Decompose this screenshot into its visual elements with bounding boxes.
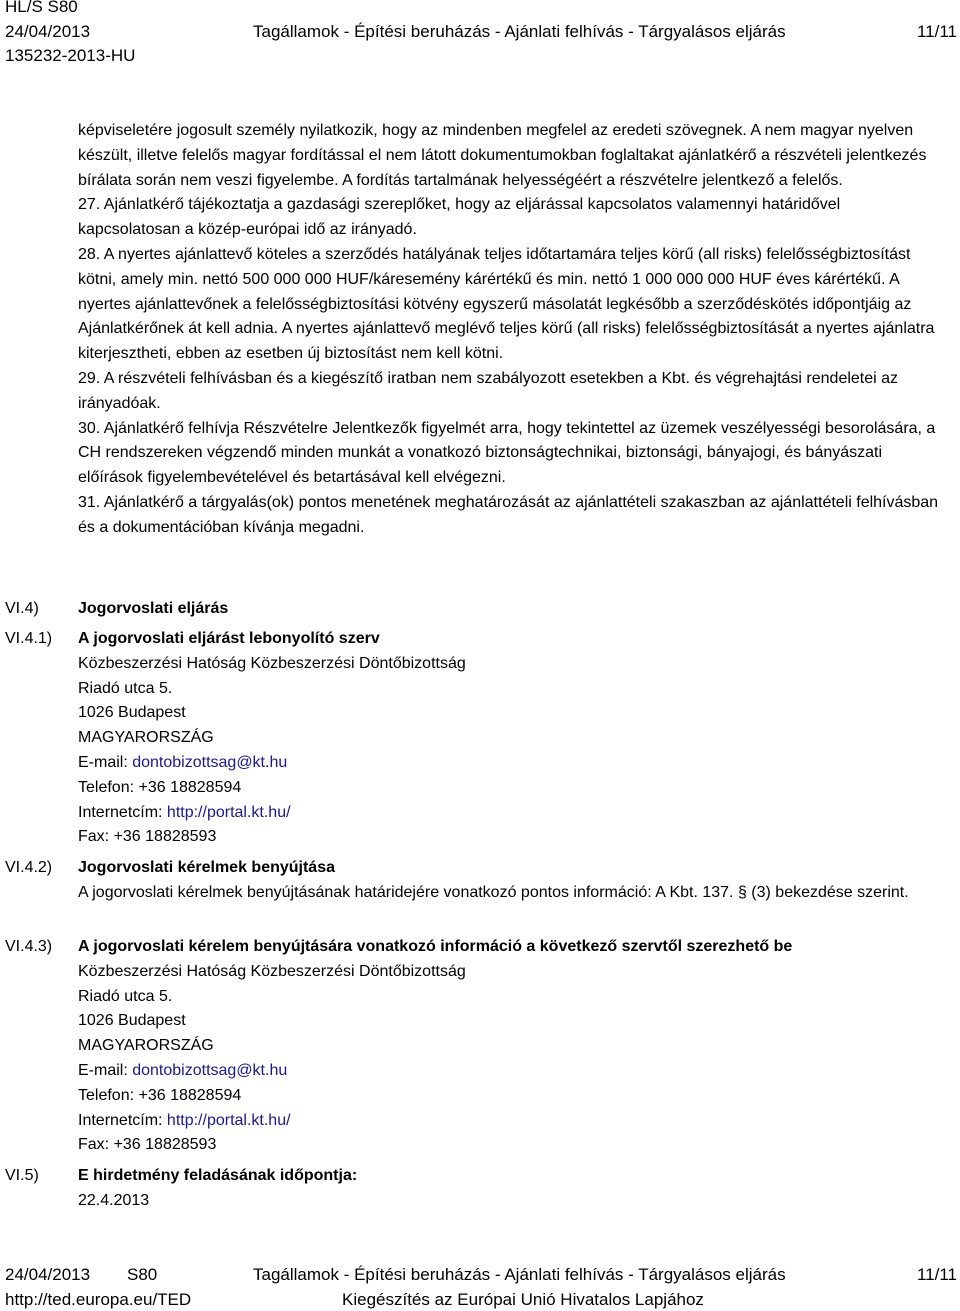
section-title-vi42: Jogorvoslati kérelmek benyújtása <box>78 859 335 876</box>
vi41-fax: Fax: +36 18828593 <box>78 828 217 846</box>
vi43-country: MAGYARORSZÁG <box>78 1037 214 1055</box>
section-vi41 <box>78 627 944 850</box>
vi41-org: Közbeszerzési Hatóság Közbeszerzési Döntőbizottság <box>78 654 466 672</box>
footer-date: 24/04/2013 <box>5 1265 91 1284</box>
paragraph-27: 27. Ajánlatkérő tájékoztatja a gazdasági szereplőket, hogy az eljárással kapcsolatos valamennyi határidővel kapcsolatosan a közép-európai idő az irányadó. <box>78 196 841 239</box>
vi41-email-label: E-mail: <box>78 753 133 771</box>
vi41-phone: Telefon: +36 18828594 <box>78 778 242 796</box>
vi43-fax: Fax: +36 18828593 <box>78 1136 217 1154</box>
section-label-vi4: VI.4) <box>5 600 39 617</box>
vi43-org: Közbeszerzési Hatóság Közbeszerzési Döntőbizottság <box>78 962 466 980</box>
section-label-vi5: VI.5) <box>5 1167 39 1184</box>
section-vi42 <box>78 856 944 906</box>
header-ref: 135232-2013-HU <box>5 46 136 65</box>
vi43-email-row <box>78 1059 944 1084</box>
vi41-email-row <box>78 751 944 776</box>
paragraph-28: 28. A nyertes ajánlattevő köteles a szerződés hatályának teljes időtartamára teljes körű (all risks) felelősségbiztosítást kötni, amely min. nettó 500 000 000 HUF/káresemény kárértékű és min. nettó 1 000 000 000 HUF éves kárértékű. A nyertes ajánlattevőnek a felelősségbiztosítási kötvény egyszerű másolatát legkésőbb a szerződéskötés időpontjáig az Ajánlatkérőnek át kell adnia. A nyertes ajánlattevő meglévő teljes körű (all risks) felelősségbiztosítását a nyertes ajánlatra kiterjesztheti, ebben az esetben új biztosítást nem kell kötni. <box>78 245 935 363</box>
vi43-web-row <box>78 1109 944 1134</box>
vi43-phone: Telefon: +36 18828594 <box>78 1086 242 1104</box>
vi41-street: Riadó utca 5. <box>78 679 173 697</box>
vi43-web-label: Internetcím: <box>78 1111 167 1129</box>
paragraph-29: 29. A részvételi felhívásban és a kiegészítő iratban nem szabályozott esetekben a Kbt. és végrehajtási rendeletei az irányadóak. <box>78 369 899 412</box>
vi41-country: MAGYARORSZÁG <box>78 729 214 747</box>
vi43-email-label: E-mail: <box>78 1061 133 1079</box>
section-title-vi43: A jogorvoslati kérelem benyújtására vonatkozó információ a következő szervtől szerezhető be <box>78 938 793 955</box>
paragraph-30: 30. Ajánlatkérő felhívja Részvételre Jelentkezők figyelmét arra, hogy tekintettel az üzemek veszélyességi besorolására, a CH rendszereken végzendő minden munkát a vonatkozó biztonságtechnikai, biztonsági, bányajogi, és bányászati előírások figyelembevételével és betartásával kell elvégezni. <box>78 419 936 487</box>
vi42-text: A jogorvoslati kérelmek benyújtásának határidejére vonatkozó pontos információ: A Kbt. 137. § (3) bekezdése szerint. <box>78 883 909 901</box>
header-doc-id: HL/S S80 <box>5 0 78 16</box>
header-title: Tagállamok - Építési beruházás - Ajánlati felhívás - Tárgyalásos eljárás <box>253 22 786 41</box>
header-date: 24/04/2013 <box>5 22 91 41</box>
section-title-vi41: A jogorvoslati eljárást lebonyolító szerv <box>78 630 380 647</box>
footer-series: S80 <box>127 1265 158 1284</box>
footer-supplement: Kiegészítés az Európai Unió Hivatalos Lapjához <box>342 1290 704 1309</box>
body-paragraphs <box>78 119 944 541</box>
footer-title: Tagállamok - Építési beruházás - Ajánlati felhívás - Tárgyalásos eljárás <box>253 1265 786 1284</box>
section-vi43 <box>78 935 944 1158</box>
section-label-vi43: VI.4.3) <box>5 938 53 955</box>
vi43-web-link[interactable]: http://portal.kt.hu/ <box>166 1111 291 1129</box>
section-label-vi42: VI.4.2) <box>5 859 53 876</box>
footer-page-number: 11/11 <box>916 1265 957 1284</box>
vi41-city: 1026 Budapest <box>78 704 186 722</box>
header-page-number: 11/11 <box>916 22 957 41</box>
section-title-vi5: E hirdetmény feladásának időpontja: <box>78 1167 358 1184</box>
vi5-date: 22.4.2013 <box>78 1191 150 1209</box>
vi43-city: 1026 Budapest <box>78 1012 186 1030</box>
vi41-web-row <box>78 801 944 826</box>
section-label-vi41: VI.4.1) <box>5 630 53 647</box>
vi41-web-link[interactable]: http://portal.kt.hu/ <box>166 803 291 821</box>
paragraph-continuation: képviseletére jogosult személy nyilatkozik, hogy az mindenben megfelel az eredeti szövegnek. A nem magyar nyelven készült, illetve felelős magyar fordítással el nem látott dokumentumokban foglaltakat ajánlatkérő a részvételi jelentkezés bírálata során nem veszi figyelembe. A fordítás tartalmának helyességéért a részvételre jelentkező a felelős. <box>78 122 927 189</box>
section-title-vi4: Jogorvoslati eljárás <box>78 600 229 617</box>
footer-url[interactable]: http://ted.europa.eu/TED <box>5 1290 192 1309</box>
vi43-street: Riadó utca 5. <box>78 987 173 1005</box>
vi43-email-link[interactable]: dontobizottsag@kt.hu <box>132 1061 288 1079</box>
section-vi5 <box>78 1164 944 1214</box>
vi41-web-label: Internetcím: <box>78 803 167 821</box>
vi41-email-link[interactable]: dontobizottsag@kt.hu <box>132 753 288 771</box>
paragraph-31: 31. Ajánlatkérő a tárgyalás(ok) pontos menetének meghatározását az ajánlattételi szakaszban az ajánlattételi felhívásban és a dokumentációban kívánja megadni. <box>78 493 939 536</box>
